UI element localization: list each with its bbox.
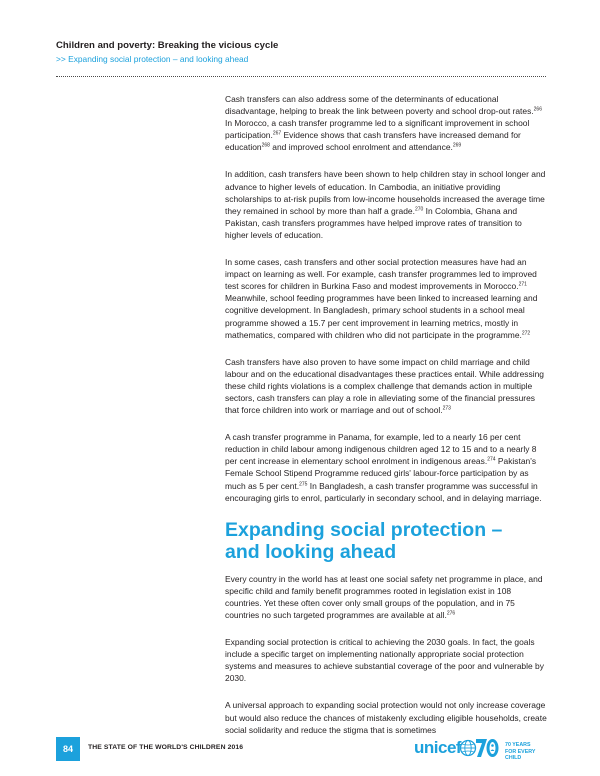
running-header-subtitle: >> Expanding social protection – and looking ahead <box>56 54 249 64</box>
main-text-column <box>225 93 547 751</box>
footnote-ref: 273 <box>442 405 451 412</box>
paragraph-2: In addition, cash transfers have been shown to help children stay in school longer and advance to higher levels of education. In Cambodia, an initiative providing scholarships to at-risk pupils from low-income households increased the average time they remained in school by more than half a grade.$^{270}$ In Colombia, Ghana and Pakistan, cash transfers programmes have helped improve rates of transition to higher levels of education. <box>225 169 546 240</box>
footnote-ref: 270 <box>414 206 424 213</box>
anniversary-line-2: FOR EVERY CHILD <box>505 749 536 761</box>
footnote-ref: 271 <box>518 281 527 288</box>
footnote-ref: 272 <box>521 330 531 337</box>
unicef-logo: unicef <box>414 735 466 761</box>
anniversary-line-1: 70 YEARS <box>505 742 531 748</box>
footnote-ref: 267 <box>272 130 282 137</box>
paragraph-3: In some cases, cash transfers and other social protection measures have had an impact on learning as well. For example, cash transfer programmes led to improved test scores for children in Burkina Faso and modest improvements in Morocco.$^{271}$ Meanwhile, school feeding programmes have been linked to increased learning and cognitive development. In Bangladesh, primary school students in a school meal programme showed a 15.7 per cent improvement in learning metrics, mostly in mathematics, compared with children who did not participate in the programme.$^{272}$ <box>225 257 538 340</box>
paragraph-4: Cash transfers have also proven to have some impact on child marriage and child labour and on the educational disadvantages these practices entail. While addressing these child rights violations is a complex challenge that demands action in multiple sectors, cash transfers can play a role in alleviating some of the financial pressures that force children into work or marriage and out of school.$^{273}$ <box>225 356 544 416</box>
paragraph-1: Cash transfers can also address some of the determinants of educational disadvantage, helping to break the link between poverty and school drop-out rates.$^{266}$ In Morocco, a cash transfer programme led to a significant improvement in school participation.$^{267}$ Evidence shows that cash transfers have increased demand for education$^{268}$ and improved school enrolment and attendance.$^{269}$ <box>225 94 542 153</box>
footnote-ref: 266 <box>533 106 542 113</box>
seventy-years-emblem-icon <box>474 736 500 760</box>
section-heading: Expanding social protection – and looking ahead <box>225 518 503 563</box>
paragraph-6: Every country in the world has at least one social safety net programme in place, and specific child and family benefit programmes rooted in legislation exist in 108 countries. Yet these often cover only small groups of the population, and in 75 countries no such targeted programmes are available at all.$^{276}$ <box>225 573 543 620</box>
paragraph-7: Expanding social protection is critical to achieving the 2030 goals. In fact, the goals include a specific target on implementing nationally appropriate social protection systems and measures to achieve substantial coverage of the poor and vulnerable by 2030. <box>225 637 544 684</box>
paragraph-8: A universal approach to expanding social protection would not only increase coverage but would also reduce the chances of mistakenly excluding eligible households, create social solidarity and reduce the stigma that is sometimes <box>225 700 547 735</box>
dotted-divider <box>56 76 546 77</box>
publication-title: THE STATE OF THE WORLD'S CHILDREN 2016 <box>88 744 244 751</box>
footnote-ref: 268 <box>261 142 270 149</box>
footnote-ref: 269 <box>452 142 462 149</box>
running-header-title: Children and poverty: Breaking the vicious cycle <box>56 40 279 51</box>
footnote-ref: 275 <box>299 481 308 488</box>
page-footer <box>56 733 546 765</box>
footnote-ref: 276 <box>446 610 456 617</box>
footnote-ref: 274 <box>487 456 496 463</box>
page-number: 84 <box>56 737 80 761</box>
paragraph-5: A cash transfer programme in Panama, for example, led to a nearly 16 per cent reduction in child labour among indigenous children aged 12 to 15 and to a nearly 8 per cent increase in elementary school enrolment in indigenous areas.$^{274}$ Pakistan's Female School Stipend Programme reduced girls' labour-force participation by as much as 5 per cent.$^{275}$ In Bangladesh, a cash transfer programme was successful in encouraging girls to enrol, particularly in secondary school, and in delaying marriage. <box>225 432 542 503</box>
